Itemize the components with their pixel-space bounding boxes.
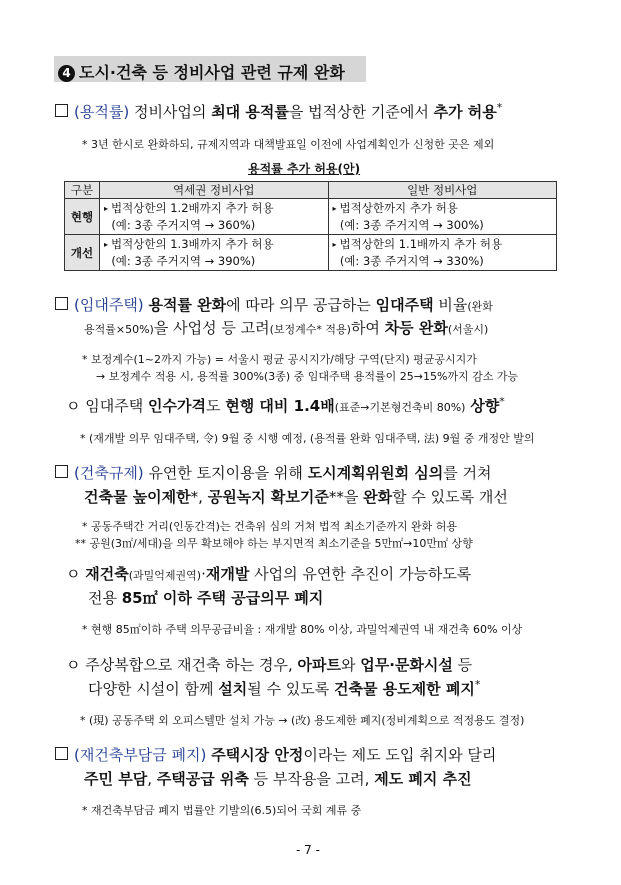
checkbox-square-icon bbox=[55, 104, 68, 117]
table-row bbox=[65, 235, 557, 271]
text: 사업의 유연한 추진이 가능하도록 bbox=[249, 565, 472, 583]
item-tag: (임대주택) bbox=[74, 296, 144, 314]
item-note: * 재건축부담금 폐지 법률안 기발의(6.5)되어 국회 계류 중 bbox=[82, 804, 362, 817]
footnote-mark: * bbox=[474, 678, 481, 691]
text-bold: 재건축 bbox=[85, 565, 129, 583]
cell-text: (예: 3종 주거지역 → 390%) bbox=[111, 254, 256, 268]
table-cell bbox=[100, 199, 329, 235]
sub-item-acquisition-price bbox=[66, 395, 505, 416]
text: 와 bbox=[340, 656, 361, 674]
item-tag: (건축규제) bbox=[74, 464, 144, 482]
text: 될 수 있도록 bbox=[247, 680, 334, 698]
page-number: - 7 - bbox=[296, 843, 320, 857]
table-header-cell: 일반 정비사업 bbox=[328, 182, 557, 199]
table-header-row bbox=[65, 182, 557, 199]
cell-text: 법적상한의 1.1배까지 추가 허용 bbox=[339, 237, 503, 251]
circle-bullet-icon: ㅇ bbox=[66, 656, 86, 674]
text-bold: 임대주택 bbox=[375, 296, 434, 314]
text-bold: 설치 bbox=[218, 680, 248, 698]
text-bold: 주민 부담 bbox=[84, 770, 148, 788]
item-note: → 보정계수 적용 시, 용적률 300%(3종) 중 임대주택 용적률이 25→15%까지 감소 가능 bbox=[96, 370, 519, 383]
text: 할 수 있도록 개선 bbox=[392, 488, 508, 506]
item-tag: (재건축부담금 폐지) bbox=[74, 746, 207, 764]
cell-text: (예: 3종 주거지역 → 330%) bbox=[339, 254, 484, 268]
text-bold: 최대 용적률 bbox=[211, 103, 289, 121]
bullet-triangle-icon: ▸ bbox=[104, 240, 109, 249]
text: 비율 bbox=[433, 296, 468, 314]
text: 등 부작용을 고려, bbox=[248, 770, 375, 788]
text-bold: 주택시장 안정 bbox=[211, 746, 304, 764]
text-small: (표준→기본형건축비 80%) bbox=[334, 401, 466, 414]
section-heading bbox=[58, 60, 345, 83]
text: 에 따라 의무 공급하는 bbox=[226, 296, 376, 314]
text: 정비사업의 bbox=[129, 103, 212, 121]
text: 등 bbox=[452, 656, 473, 674]
circle-bullet-icon: ㅇ bbox=[66, 565, 86, 583]
cell-text: (예: 3종 주거지역 → 300%) bbox=[339, 218, 484, 232]
item-note: * 3년 한시로 완화하되, 규제지역과 대책발표일 이전에 사업계획인가 신청한 곳은 제외 bbox=[82, 138, 495, 151]
text-bold: 건축물 높이제한 bbox=[84, 488, 191, 506]
text-small: (완화 bbox=[467, 300, 493, 313]
section-number-badge: 4 bbox=[58, 65, 75, 82]
text: 유연한 토지이용을 위해 bbox=[143, 464, 308, 482]
text: *, bbox=[190, 488, 208, 506]
table-header-cell: 구분 bbox=[65, 182, 100, 199]
section-title: 도시·건축 등 정비사업 관련 규제 완화 bbox=[79, 63, 345, 82]
text: 를 거쳐 bbox=[443, 464, 492, 482]
item-note: * 현행 85㎡이하 주택 의무공급비율 : 재개발 80% 이상, 과밀억제권역 내 재건축 60% 이상 bbox=[82, 623, 523, 636]
row-label: 현행 bbox=[65, 199, 100, 235]
item-note: * 공동주택간 거리(인동간격)는 건축위 심의 거쳐 법적 최소기준까지 완화 허용 bbox=[82, 520, 457, 533]
cell-text: 법적상한의 1.3배까지 추가 허용 bbox=[111, 237, 274, 251]
text: 전용 bbox=[88, 589, 122, 607]
text: 다양한 시설이 함께 bbox=[88, 680, 219, 698]
item-rental-housing bbox=[55, 294, 493, 315]
table-row bbox=[65, 199, 557, 235]
table-title: 용적률 추가 허용(안) bbox=[248, 162, 361, 176]
text-bold: 재개발 bbox=[205, 565, 250, 583]
table-header-cell: 역세권 정비사업 bbox=[100, 182, 329, 199]
item-tag: (용적률) bbox=[74, 103, 130, 121]
text: 임대주택 bbox=[85, 397, 148, 415]
item-reconstruction-charge bbox=[55, 744, 496, 765]
text-bold: 공원녹지 확보기준 bbox=[207, 488, 329, 506]
sub-item-mixed-use-line2 bbox=[88, 678, 480, 699]
footnote-mark: * bbox=[499, 395, 505, 408]
cell-text: (예: 3종 주거지역 → 360%) bbox=[111, 218, 256, 232]
text-small: (보정계수* 적용) bbox=[269, 323, 351, 336]
text-bold: 완화 bbox=[363, 488, 393, 506]
item-floor-area-ratio bbox=[55, 101, 502, 122]
bullet-triangle-icon: ▸ bbox=[332, 204, 337, 213]
text: 주상복합으로 재건축 하는 경우, bbox=[85, 656, 298, 674]
text-bold: 업무·문화시설 bbox=[360, 656, 453, 674]
text-small: 용적률×50%) bbox=[84, 323, 154, 336]
text-bold: 인수가격 bbox=[148, 397, 206, 415]
sub-item-reconstruction-line2 bbox=[88, 587, 323, 608]
item-reconstruction-charge-line2 bbox=[84, 768, 472, 789]
checkbox-square-icon bbox=[55, 747, 68, 760]
text-small: (서울시) bbox=[447, 323, 489, 336]
item-building-regulation-line2 bbox=[84, 486, 508, 507]
circle-bullet-icon: ㅇ bbox=[66, 397, 86, 415]
text-small: (과밀억제권역) bbox=[128, 569, 202, 582]
row-label: 개선 bbox=[65, 235, 100, 271]
item-note: * 보정계수(1~2까지 가능) = 서울시 평균 공시지가/해당 구역(단지) 평균공시지가 bbox=[82, 353, 477, 366]
text-bold: 85㎡ 이하 주택 공급의무 폐지 bbox=[121, 589, 324, 607]
text-bold: 용적률 완화 bbox=[148, 296, 227, 314]
text: 이라는 제도 도입 취지와 달리 bbox=[303, 746, 497, 764]
checkbox-square-icon bbox=[55, 297, 68, 310]
table-cell bbox=[100, 235, 329, 271]
item-building-regulation bbox=[55, 462, 492, 483]
text: · bbox=[201, 565, 206, 583]
cell-text: 법적상한의 1.2배까지 추가 허용 bbox=[111, 201, 274, 215]
text: 을 사업성 등 고려 bbox=[153, 319, 270, 337]
item-note: ** 공원(3㎡/세대)을 의무 확보해야 하는 부지면적 최소기준을 5만㎡→10만㎡ 상향 bbox=[75, 537, 473, 550]
text-bold: 추가 허용 bbox=[433, 103, 497, 121]
table-cell bbox=[328, 199, 557, 235]
text-bold: 건축물 용도제한 폐지 bbox=[333, 680, 475, 698]
text: 하여 bbox=[350, 319, 385, 337]
footnote-mark: * bbox=[496, 101, 503, 114]
text-bold: 아파트 bbox=[297, 656, 341, 674]
item-rental-housing-line2 bbox=[84, 317, 488, 338]
checkbox-square-icon bbox=[55, 465, 68, 478]
text-bold: 제도 폐지 추진 bbox=[374, 770, 472, 788]
bullet-triangle-icon: ▸ bbox=[104, 204, 109, 213]
item-note: * (現) 공동주택 외 오피스텔만 설치 가능 → (改) 용도제한 폐지(정비계획으로 적정용도 결정) bbox=[80, 714, 525, 727]
cell-text: 법적상한까지 추가 허용 bbox=[339, 201, 458, 215]
sub-item-reconstruction bbox=[66, 563, 471, 584]
text-bold: 주택공급 위축 bbox=[156, 770, 249, 788]
text-bold: 현행 대비 1.4배 bbox=[225, 397, 335, 415]
text-bold: 차등 완화 bbox=[384, 319, 448, 337]
ratio-table bbox=[64, 181, 557, 271]
text: **을 bbox=[328, 488, 364, 506]
text-bold: 도시계획위원회 심의 bbox=[307, 464, 444, 482]
text: , bbox=[147, 770, 157, 788]
text-bold: 상향 bbox=[470, 397, 500, 415]
sub-item-mixed-use bbox=[66, 654, 472, 675]
item-note: * (재개발 의무 임대주택, 令) 9월 중 시행 예정, (용적률 완화 임대주택, 法) 9월 중 개정안 발의 bbox=[80, 432, 535, 445]
table-cell bbox=[328, 235, 557, 271]
text: 을 법적상한 기준에서 bbox=[288, 103, 434, 121]
text: 도 bbox=[205, 397, 226, 415]
bullet-triangle-icon: ▸ bbox=[332, 240, 337, 249]
